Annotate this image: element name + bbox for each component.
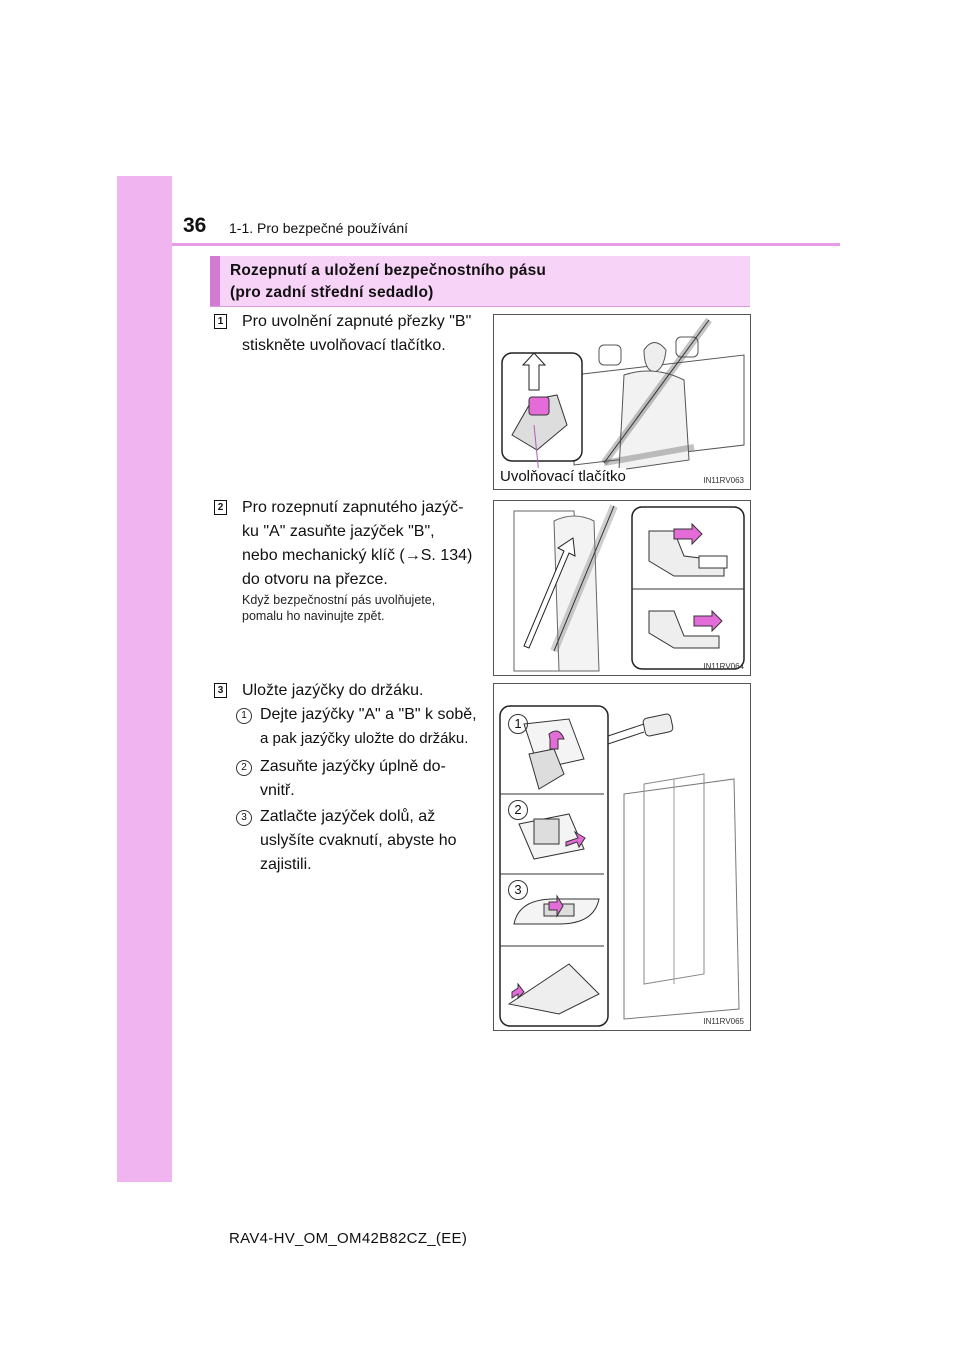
substep-1-line2: a pak jazýčky uložte do držáku.: [260, 730, 469, 747]
substep-2-number: 2: [236, 760, 252, 776]
substep-3-number: 3: [236, 810, 252, 826]
figure-code: IN11RV065: [703, 1017, 744, 1026]
step-1-line2: stiskněte uvolňovací tlačítko.: [242, 337, 446, 354]
substep-1-number: 1: [236, 708, 252, 724]
header-rule: [172, 243, 840, 246]
figure-callout-3: 3: [508, 880, 528, 900]
figure-callout-1: 1: [508, 714, 528, 734]
step-3-number: 3: [214, 683, 227, 698]
figure-code: IN11RV064: [703, 662, 744, 671]
step-2-note-line1: Když bezpečnostní pás uvolňujete,: [242, 593, 436, 607]
step-2-number: 2: [214, 500, 227, 515]
section-title-line1: Rozepnutí a uložení bezpečnostního pásu: [230, 262, 547, 279]
step-2-line3: nebo mechanický klíč (→S. 134): [242, 547, 473, 564]
substep-2-line1: Zasuňte jazýčky úplně do-: [260, 758, 446, 775]
substep-1-line1: Dejte jazýčky "A" a "B" k sobě,: [260, 706, 477, 723]
step-2-line1: Pro rozepnutí zapnutého jazýč-: [242, 499, 464, 516]
chapter-title: 1-1. Pro bezpečné používání: [229, 220, 409, 236]
figure-release-button: [493, 314, 751, 490]
substep-2-line2: vnitř.: [260, 782, 295, 799]
figure-code: IN11RV063: [703, 476, 744, 485]
step-1-line1: Pro uvolnění zapnuté přezky "B": [242, 313, 472, 330]
step-2-line2: ku "A" zasuňte jazýček "B",: [242, 523, 435, 540]
substep-3-line1: Zatlačte jazýček dolů, až: [260, 808, 436, 825]
figure-store-tongues: [493, 683, 751, 1031]
substep-3-line3: zajistili.: [260, 856, 312, 873]
sidebar-tab: [117, 176, 172, 1182]
step-2-line4: do otvoru na přezce.: [242, 571, 388, 588]
section-heading-bar: [210, 256, 220, 306]
section-title-line2: (pro zadní střední sedadlo): [230, 284, 434, 301]
footer-doc-code: RAV4-HV_OM_OM42B82CZ_(EE): [229, 1230, 468, 1247]
figure-unbuckle: [493, 500, 751, 676]
step-3-line1: Uložte jazýčky do držáku.: [242, 682, 424, 699]
release-button-label: Uvolňovací tlačítko: [500, 468, 626, 485]
page-number: 36: [183, 214, 207, 237]
section-heading: [210, 256, 750, 307]
substep-3-line2: uslyšíte cvaknutí, abyste ho: [260, 832, 457, 849]
step-2-note-line2: pomalu ho navinujte zpět.: [242, 609, 385, 623]
figure-callout-2: 2: [508, 800, 528, 820]
step-1-number: 1: [214, 314, 227, 329]
